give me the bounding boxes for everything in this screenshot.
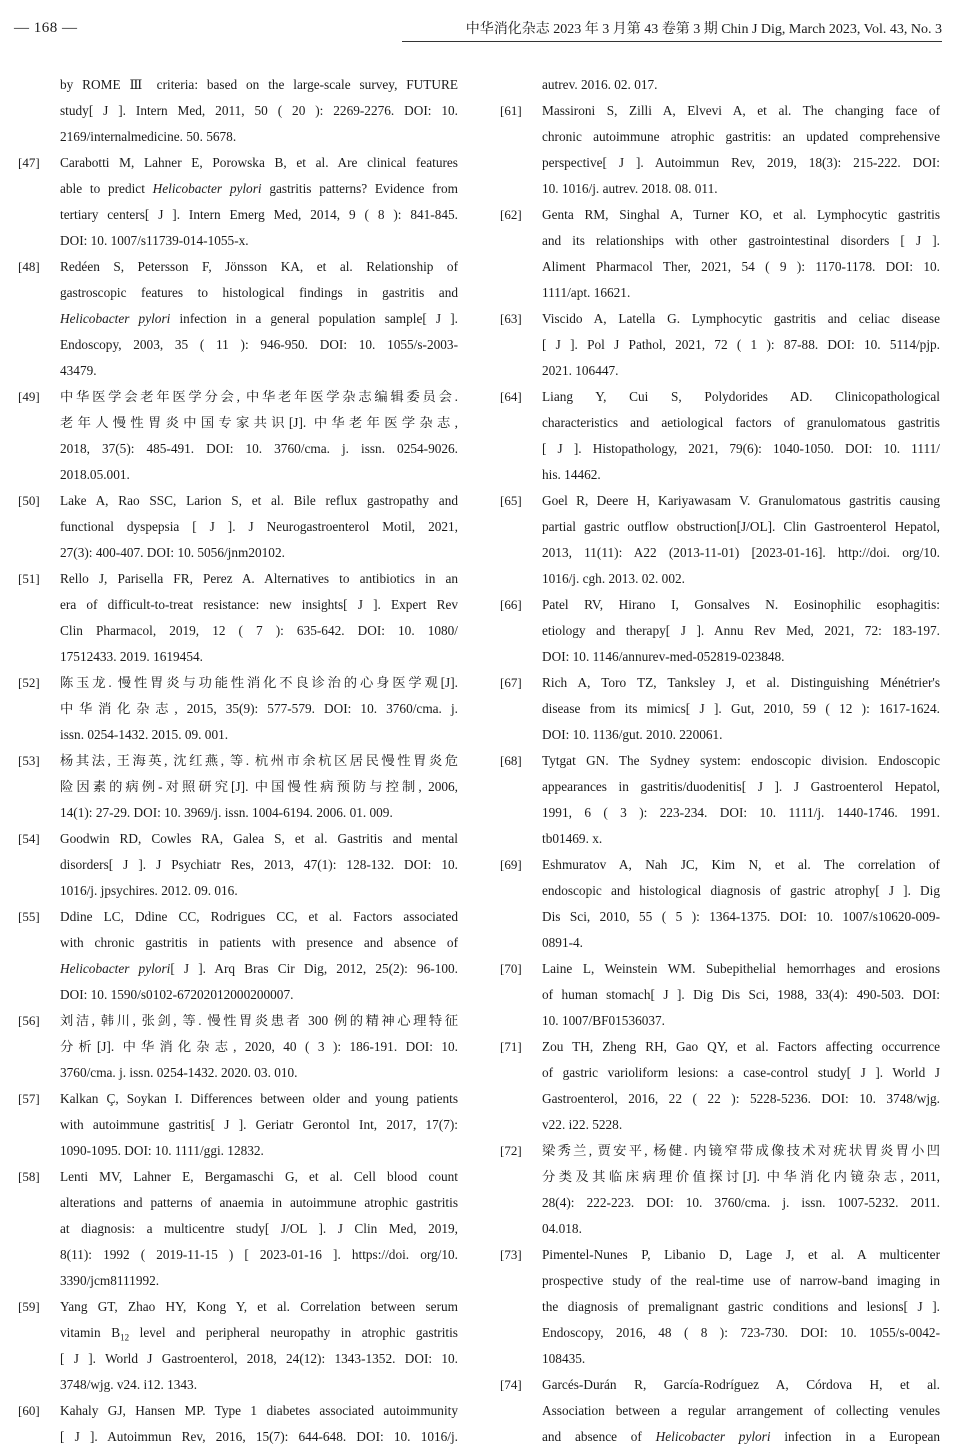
reference-number: [55] bbox=[18, 909, 40, 924]
reference-number: [63] bbox=[500, 311, 522, 326]
reference-entry bbox=[18, 1164, 458, 1294]
reference-entry bbox=[500, 98, 940, 202]
reference-entry bbox=[500, 670, 940, 748]
reference-line: Aliment Pharmacol Ther, 2021, 54 ( 9 ): 1170-1178. DOI: 10. bbox=[542, 259, 940, 274]
reference-line: Helicobacter pylori[ J ]. Arq Bras Cir Dig, 2012, 25(2): 96-100. bbox=[60, 961, 458, 976]
reference-number: [66] bbox=[500, 597, 522, 612]
reference-number: [57] bbox=[18, 1091, 40, 1106]
reference-line: prospective study of the real-time use of narrow-band imaging in bbox=[542, 1273, 940, 1288]
reference-line: Laine L, Weinstein WM. Subepithelial hemorrhages and erosions bbox=[542, 961, 940, 976]
reference-line: Association between a regular arrangement of collecting venules bbox=[542, 1403, 940, 1418]
reference-number: [59] bbox=[18, 1299, 40, 1314]
reference-line: Patel RV, Hirano I, Gonsalves N. Eosinophilic esophagitis: bbox=[542, 597, 940, 612]
reference-line: Lake A, Rao SSC, Larion S, et al. Bile reflux gastropathy and bbox=[60, 493, 458, 508]
reference-line: 老年人慢性胃炎中国专家共识[J]. 中华老年医学杂志, bbox=[60, 415, 458, 430]
running-header: 中华消化杂志 2023 年 3 月第 43 卷第 3 期 Chin J Dig, March 2023, Vol. 43, No. 3 bbox=[402, 18, 942, 42]
reference-line: Eshmuratov A, Nah JC, Kim N, et al. The correlation of bbox=[542, 857, 940, 872]
reference-entry bbox=[18, 72, 458, 150]
reference-line: able to predict Helicobacter pylori gastritis patterns? Evidence from bbox=[60, 181, 458, 196]
reference-entry bbox=[18, 748, 458, 826]
reference-line: 2018, 37(5): 485-491. DOI: 10. 3760/cma. j. issn. 0254-9026. bbox=[60, 441, 458, 456]
reference-line: with autoimmune gastritis[ J ]. Geriatr Gerontol Int, 2017, 17(7): bbox=[60, 1117, 458, 1132]
reference-line: Endoscopy, 2003, 35 ( 11 ): 946-950. DOI: 10. 1055/s-2003- bbox=[60, 337, 458, 352]
reference-entry bbox=[500, 852, 940, 956]
reference-number: [62] bbox=[500, 207, 522, 222]
reference-line: 17512433. 2019. 1619454. bbox=[60, 649, 203, 664]
reference-line: era of difficult-to-treat resistance: new insights[ J ]. Expert Rev bbox=[60, 597, 458, 612]
reference-line: Kalkan Ç, Soykan I. Differences between older and young patients bbox=[60, 1091, 458, 1106]
reference-number: [69] bbox=[500, 857, 522, 872]
reference-entry bbox=[500, 1034, 940, 1138]
reference-line: 1016/j. cgh. 2013. 02. 002. bbox=[542, 571, 685, 586]
reference-line: endoscopic and histological diagnosis of gastric atrophy[ J ]. Dig bbox=[542, 883, 940, 898]
reference-line: gastroscopic features to histological findings in gastritis and bbox=[60, 285, 458, 300]
reference-line: Liang Y, Cui S, Polydorides AD. Clinicopathological bbox=[542, 389, 940, 404]
reference-line: 14(1): 27-29. DOI: 10. 3969/j. issn. 1004-6194. 2006. 01. 009. bbox=[60, 805, 393, 820]
reference-line: Goodwin RD, Cowles RA, Galea S, et al. Gastritis and mental bbox=[60, 831, 458, 846]
reference-line: 0891-4. bbox=[542, 935, 583, 950]
right-column bbox=[500, 72, 940, 1450]
reference-number: [47] bbox=[18, 155, 40, 170]
reference-line: Yang GT, Zhao HY, Kong Y, et al. Correlation between serum bbox=[60, 1299, 458, 1314]
reference-line: appearances in gastritis/duodenitis[ J ]. J Gastroenterol Hepatol, bbox=[542, 779, 940, 794]
reference-line: 1111/apt. 16621. bbox=[542, 285, 631, 300]
reference-entry bbox=[18, 488, 458, 566]
reference-entry bbox=[18, 904, 458, 1008]
reference-line: of gastric varioliform lesions: a case-control study[ J ]. World J bbox=[542, 1065, 940, 1080]
reference-line: v22. i22. 5228. bbox=[542, 1117, 623, 1132]
reference-line: Zou TH, Zheng RH, Gao QY, et al. Factors affecting occurrence bbox=[542, 1039, 940, 1054]
reference-line: Garcés-Durán R, García-Rodríguez A, Córdova H, et al. bbox=[542, 1377, 940, 1392]
reference-line: Carabotti M, Lahner E, Porowska B, et al. Are clinical features bbox=[60, 155, 458, 170]
reference-line: 27(3): 400-407. DOI: 10. 5056/jnm20102. bbox=[60, 545, 285, 560]
reference-line: 分类及其临床病理价值探讨[J]. 中华消化内镜杂志, 2011, bbox=[542, 1169, 940, 1184]
reference-line: 3390/jcm8111992. bbox=[60, 1273, 160, 1288]
reference-line: of human stomach[ J ]. Dig Dis Sci, 1988, 33(4): 490-503. DOI: bbox=[542, 987, 940, 1002]
reference-line: 2013, 11(11): A22 (2013-11-01) [2023-01-16]. http://doi. org/10. bbox=[542, 545, 940, 560]
reference-number: [53] bbox=[18, 753, 40, 768]
reference-line: etiology and therapy[ J ]. Annu Rev Med, 2021, 72: 183-197. bbox=[542, 623, 940, 638]
reference-line: 陈玉龙. 慢性胃炎与功能性消化不良诊治的心身医学观[J]. bbox=[60, 675, 458, 690]
reference-line: tb01469. x. bbox=[542, 831, 603, 846]
reference-number: [70] bbox=[500, 961, 522, 976]
reference-line: 2021. 106447. bbox=[542, 363, 619, 378]
reference-line: Rello J, Parisella FR, Perez A. Alternatives to antibiotics in an bbox=[60, 571, 458, 586]
reference-line: 刘洁, 韩川, 张剑, 等. 慢性胃炎患者 300 例的精神心理特征 bbox=[60, 1013, 458, 1028]
reference-line: 1090-1095. DOI: 10. 1111/ggi. 12832. bbox=[60, 1143, 264, 1158]
reference-line: chronic autoimmune atrophic gastritis: an updated comprehensive bbox=[542, 129, 940, 144]
page-number: — 168 — bbox=[14, 20, 78, 36]
reference-line: partial gastric outflow obstruction[J/OL]. Clin Gastroenterol Hepatol, bbox=[542, 519, 940, 534]
reference-line: Helicobacter pylori infection in a general population sample[ J ]. bbox=[60, 311, 458, 326]
reference-line: 3748/wjg. v24. i12. 1343. bbox=[60, 1377, 198, 1392]
reference-line: 杨其法, 王海英, 沈红燕, 等. 杭州市余杭区居民慢性胃炎危 bbox=[60, 753, 458, 768]
subscript: 12 bbox=[120, 1332, 130, 1343]
reference-line: his. 14462. bbox=[542, 467, 601, 482]
reference-line: Dis Sci, 2010, 55 ( 5 ): 1364-1375. DOI: 10. 1007/s10620-009- bbox=[542, 909, 940, 924]
reference-entry bbox=[18, 670, 458, 748]
reference-line: and absence of Helicobacter pylori infection in a European bbox=[542, 1429, 940, 1444]
reference-line: functional dyspepsia [ J ]. J Neurogastroenterol Motil, 2021, bbox=[60, 519, 458, 534]
reference-number: [74] bbox=[500, 1377, 522, 1392]
reference-line: 2169/internalmedicine. 50. 5678. bbox=[60, 129, 237, 144]
reference-line: 10. 1007/BF01536037. bbox=[542, 1013, 666, 1028]
reference-line: DOI: 10. 1590/s0102-67202012000200007. bbox=[60, 987, 294, 1002]
reference-entry bbox=[18, 1398, 458, 1450]
reference-line: disorders[ J ]. J Psychiatr Res, 2013, 47(1): 128-132. DOI: 10. bbox=[60, 857, 458, 872]
reference-entry bbox=[18, 826, 458, 904]
reference-entry bbox=[500, 384, 940, 488]
reference-line: 3760/cma. j. issn. 0254-1432. 2020. 03. 010. bbox=[60, 1065, 298, 1080]
reference-number: [72] bbox=[500, 1143, 522, 1158]
reference-line: perspective[ J ]. Autoimmun Rev, 2019, 18(3): 215-222. DOI: bbox=[542, 155, 940, 170]
reference-entry bbox=[18, 254, 458, 384]
reference-entry bbox=[500, 1372, 940, 1450]
reference-line: 中华医学会老年医学分会, 中华老年医学杂志编辑委员会. bbox=[60, 389, 458, 404]
reference-line: Massironi S, Zilli A, Elvevi A, et al. The changing face of bbox=[542, 103, 940, 118]
reference-line: Clin Pharmacol, 2019, 12 ( 7 ): 635-642. DOI: 10. 1080/ bbox=[60, 623, 458, 638]
reference-entry bbox=[500, 1138, 940, 1242]
reference-line: Viscido A, Latella G. Lymphocytic gastritis and celiac disease bbox=[542, 311, 940, 326]
reference-entry bbox=[18, 150, 458, 254]
reference-number: [48] bbox=[18, 259, 40, 274]
reference-number: [54] bbox=[18, 831, 40, 846]
reference-entry bbox=[500, 488, 940, 592]
reference-line: Endoscopy, 2016, 48 ( 8 ): 723-730. DOI: 10. 1055/s-0042- bbox=[542, 1325, 940, 1340]
reference-line: issn. 0254-1432. 2015. 09. 001. bbox=[60, 727, 229, 742]
species-name: Helicobacter pylori bbox=[655, 1429, 771, 1444]
reference-line: Ddine LC, Ddine CC, Rodrigues CC, et al. Factors associated bbox=[60, 909, 458, 924]
reference-line: 43479. bbox=[60, 363, 97, 378]
reference-line: with chronic gastritis in patients with presence and absence of bbox=[60, 935, 458, 950]
reference-line: 中华消化杂志, 2015, 35(9): 577-579. DOI: 10. 3760/cma. j. bbox=[60, 701, 458, 716]
reference-line: [ J ]. Pol J Pathol, 2021, 72 ( 1 ): 87-88. DOI: 10. 5114/pjp. bbox=[542, 337, 940, 352]
reference-line: characteristics and aetiological factors of granulomatous gastritis bbox=[542, 415, 940, 430]
reference-line: the diagnosis of premalignant gastric conditions and lesions[ J ]. bbox=[542, 1299, 940, 1314]
reference-entry bbox=[500, 592, 940, 670]
species-name: Helicobacter pylori bbox=[152, 181, 262, 196]
reference-number: [58] bbox=[18, 1169, 40, 1184]
reference-line: [ J ]. Histopathology, 2021, 79(6): 1040-1050. DOI: 10. 1111/ bbox=[542, 441, 940, 456]
reference-line: Goel R, Deere H, Kariyawasam V. Granulomatous gastritis causing bbox=[542, 493, 940, 508]
reference-line: 1991, 6 ( 3 ): 223-234. DOI: 10. 1111/j. 1440-1746. 1991. bbox=[542, 805, 940, 820]
reference-line: autrev. 2016. 02. 017. bbox=[542, 77, 658, 92]
reference-number: [50] bbox=[18, 493, 40, 508]
reference-line: tertiary centers[ J ]. Intern Emerg Med, 2014, 9 ( 8 ): 841-845. bbox=[60, 207, 458, 222]
reference-entry bbox=[18, 384, 458, 488]
reference-line: Kahaly GJ, Hansen MP. Type 1 diabetes associated autoimmunity bbox=[60, 1403, 458, 1418]
reference-line: 梁秀兰, 贾安平, 杨健. 内镜窄带成像技术对疣状胃炎胃小凹 bbox=[542, 1143, 940, 1158]
reference-number: [56] bbox=[18, 1013, 40, 1028]
reference-line: Genta RM, Singhal A, Turner KO, et al. Lymphocytic gastritis bbox=[542, 207, 940, 222]
reference-line: alterations and patterns of anaemia in autoimmune atrophic gastritis bbox=[60, 1195, 458, 1210]
reference-line: at diagnosis: a multicentre study[ J/OL ]. J Clin Med, 2019, bbox=[60, 1221, 458, 1236]
reference-number: [64] bbox=[500, 389, 522, 404]
reference-number: [71] bbox=[500, 1039, 522, 1054]
reference-entry bbox=[500, 1242, 940, 1372]
reference-line: 2018.05.001. bbox=[60, 467, 130, 482]
reference-line: disease from its mimics[ J ]. Gut, 2010, 59 ( 12 ): 1617-1624. bbox=[542, 701, 940, 716]
reference-line: DOI: 10. 1136/gut. 2010. 220061. bbox=[542, 727, 723, 742]
reference-line: Lenti MV, Lahner E, Bergamaschi G, et al. Cell blood count bbox=[60, 1169, 458, 1184]
reference-line: study[ J ]. Intern Med, 2011, 50 ( 20 ): 2269-2276. DOI: 10. bbox=[60, 103, 458, 118]
reference-number: [65] bbox=[500, 493, 522, 508]
reference-line: and its relationships with other gastrointestinal disorders [ J ]. bbox=[542, 233, 940, 248]
reference-number: [68] bbox=[500, 753, 522, 768]
reference-line: 10. 1016/j. autrev. 2018. 08. 011. bbox=[542, 181, 718, 196]
reference-entry bbox=[18, 1008, 458, 1086]
reference-number: [49] bbox=[18, 389, 40, 404]
reference-entry bbox=[500, 956, 940, 1034]
reference-number: [73] bbox=[500, 1247, 522, 1262]
reference-line: Rich A, Toro TZ, Tanksley J, et al. Distinguishing Ménétrier's bbox=[542, 675, 940, 690]
reference-line: 28(4): 222-223. DOI: 10. 3760/cma. j. issn. 1007-5232. 2011. bbox=[542, 1195, 940, 1210]
reference-line: DOI: 10. 1146/annurev-med-052819-023848. bbox=[542, 649, 785, 664]
reference-number: [61] bbox=[500, 103, 522, 118]
species-name: Helicobacter pylori bbox=[60, 311, 171, 326]
reference-line: 108435. bbox=[542, 1351, 586, 1366]
reference-line: by ROME Ⅲ criteria: based on the large-scale survey, FUTURE bbox=[60, 77, 458, 92]
reference-line: 1016/j. jpsychires. 2012. 09. 016. bbox=[60, 883, 238, 898]
reference-line: [ J ]. Autoimmun Rev, 2016, 15(7): 644-648. DOI: 10. 1016/j. bbox=[60, 1429, 458, 1444]
reference-line: Tytgat GN. The Sydney system: endoscopic division. Endoscopic bbox=[542, 753, 940, 768]
reference-line: 8(11): 1992 ( 2019-11-15 ) [ 2023-01-16 ]. https://doi. org/10. bbox=[60, 1247, 458, 1262]
reference-line: 险因素的病例-对照研究[J]. 中国慢性病预防与控制, 2006, bbox=[60, 779, 458, 794]
reference-entry bbox=[500, 306, 940, 384]
reference-entry bbox=[500, 202, 940, 306]
reference-entry bbox=[500, 72, 940, 98]
reference-line: DOI: 10. 1007/s11739-014-1055-x. bbox=[60, 233, 249, 248]
reference-line: [ J ]. World J Gastroenterol, 2018, 24(12): 1343-1352. DOI: 10. bbox=[60, 1351, 458, 1366]
reference-number: [60] bbox=[18, 1403, 40, 1418]
reference-line: 04.018. bbox=[542, 1221, 582, 1236]
reference-line: Pimentel-Nunes P, Libanio D, Lage J, et al. A multicenter bbox=[542, 1247, 940, 1262]
species-name: Helicobacter pylori bbox=[60, 961, 171, 976]
reference-line: vitamin $B_{12}$ level and peripheral neuropathy in atrophic gastritis bbox=[60, 1325, 458, 1343]
reference-line: Redéen S, Petersson F, Jönsson KA, et al. Relationship of bbox=[60, 259, 458, 274]
reference-number: [51] bbox=[18, 571, 40, 586]
reference-number: [67] bbox=[500, 675, 522, 690]
reference-entry bbox=[18, 1294, 458, 1398]
left-column bbox=[18, 72, 458, 1450]
reference-line: Gastroenterol, 2016, 22 ( 22 ): 5228-5236. DOI: 10. 3748/wjg. bbox=[542, 1091, 940, 1106]
reference-entry bbox=[18, 566, 458, 670]
reference-number: [52] bbox=[18, 675, 40, 690]
reference-entry bbox=[500, 748, 940, 852]
reference-line: 分析[J]. 中华消化杂志, 2020, 40 ( 3 ): 186-191. DOI: 10. bbox=[60, 1039, 458, 1054]
reference-entry bbox=[18, 1086, 458, 1164]
